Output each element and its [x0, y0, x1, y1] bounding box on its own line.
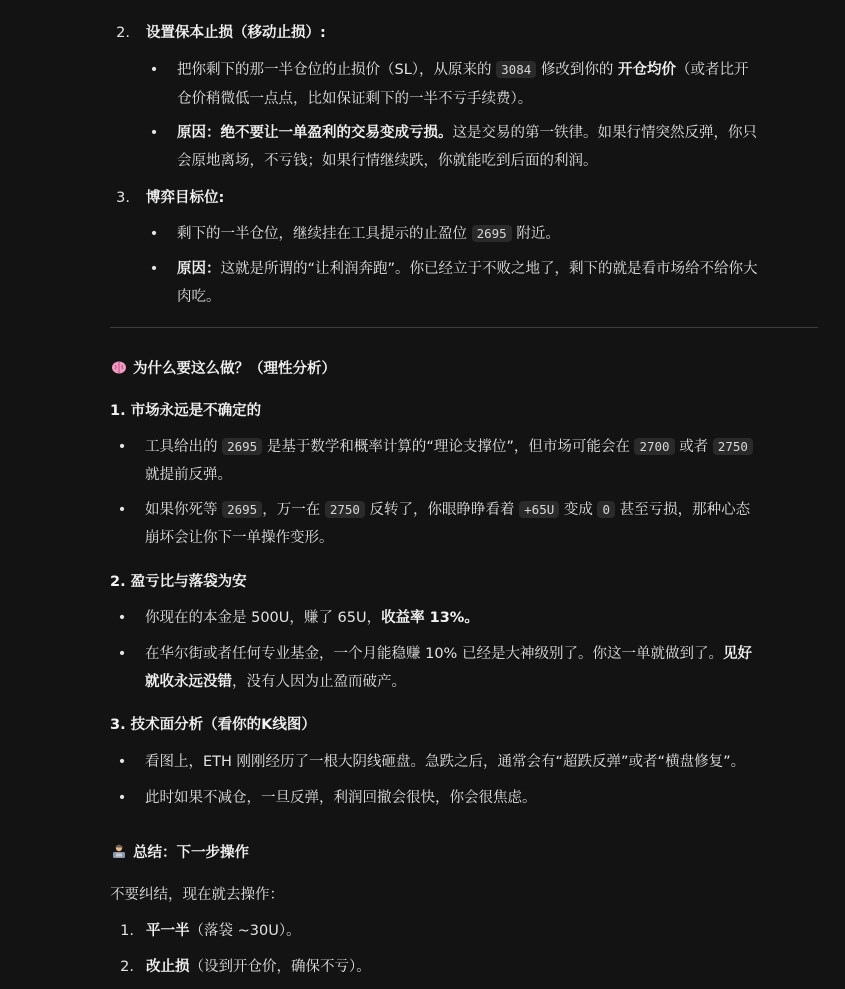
text: 在华尔街或者任何专业基金，一个月能稳赚 10% 已经是大神级别了。你这一单就做到了。 — [145, 646, 723, 662]
text: （或者比开 — [675, 62, 749, 78]
text: 如果你死等 — [145, 502, 218, 518]
subsection-heading: 2. 盈亏比与落袋为安 — [110, 574, 247, 590]
bold-text: 平一半 — [146, 923, 190, 939]
list-item — [145, 641, 752, 667]
inline-code: 2750 — [713, 438, 753, 455]
subsection-heading: 1. 市场永远是不确定的 — [110, 403, 262, 419]
brain-icon — [111, 359, 127, 375]
text: 这就是所谓的“让利润奔跑”。你已经立于不败之地了，剩下的就是看市场给不给你大 — [220, 261, 758, 277]
list-item-continuation: 就提前反弹。 — [145, 467, 232, 483]
section-title — [111, 356, 336, 382]
text: 你现在的本金是 500U，赚了 65U， — [145, 610, 382, 626]
bullet: • — [149, 226, 159, 242]
list-number: 1. — [120, 923, 134, 939]
text: （落袋 ~30U）。 — [189, 923, 301, 939]
inline-code: 2695 — [472, 225, 512, 242]
text: ，没有人因为止盈而破产。 — [232, 674, 406, 690]
list-item-continuation: 会原地离场，不亏钱；如果行情继续跌，你就能吃到后面的利润。 — [177, 153, 598, 169]
list-item — [145, 434, 753, 460]
text: ，万一在 — [262, 502, 321, 518]
text: 变成 — [563, 502, 593, 518]
list-item-continuation: 仓价稍微低一点点，比如保证剩下的一半不亏手续费）。 — [177, 91, 533, 107]
bullet: • — [117, 502, 127, 518]
inline-code: 2695 — [222, 501, 262, 518]
list-item — [177, 221, 560, 247]
bullet: • — [117, 610, 127, 626]
inline-code: +65U — [519, 501, 559, 518]
step-title: 设置保本止损（移动止损）: — [146, 25, 326, 41]
list-item — [177, 256, 758, 282]
bullet: • — [117, 646, 127, 662]
text: 把你剩下的那一半仓位的止损价（SL），从原来的 — [177, 62, 492, 78]
bullet: • — [117, 439, 127, 455]
inline-code: 2750 — [325, 501, 365, 518]
bold-text: 改止损 — [146, 959, 190, 975]
bold-text: 就收永远没错 — [145, 674, 232, 690]
section-title — [111, 840, 249, 866]
subsection-heading: 3. 技术面分析（看你的K线图） — [110, 717, 316, 733]
text: 修改到你的 — [540, 62, 614, 78]
section-title-text: 总结：下一步操作 — [133, 845, 249, 861]
list-item — [145, 605, 479, 631]
inline-code: 2700 — [634, 438, 674, 455]
text: 反转了，你眼睁睁看着 — [369, 502, 515, 518]
list-item — [146, 918, 301, 944]
bold-text: 原因：绝不要让一单盈利的交易变成亏损。 — [177, 125, 453, 141]
text: 是基于数学和概率计算的“理论支撑位”，但市场可能会在 — [266, 439, 630, 455]
text: 甚至亏损，那种心态 — [619, 502, 751, 518]
bold-text: 见好 — [722, 646, 752, 662]
list-item — [177, 57, 748, 83]
bold-text: 开仓均价 — [617, 62, 676, 78]
list-number: 2. — [120, 959, 134, 975]
bold-text: 原因： — [177, 261, 221, 277]
list-item-continuation: 崩坏会让你下一单操作变形。 — [145, 530, 334, 546]
list-number: 3. — [116, 190, 130, 206]
divider — [110, 327, 818, 328]
inline-code: 0 — [597, 501, 615, 518]
text: 这是交易的第一铁律。如果行情突然反弹，你只 — [452, 125, 757, 141]
text: 工具给出的 — [145, 439, 218, 455]
list-item — [145, 497, 750, 523]
list-item — [177, 120, 757, 146]
list-number: 2. — [116, 25, 130, 41]
inline-code: 3084 — [496, 61, 536, 78]
bullet: • — [149, 261, 159, 277]
bold-text: 收益率 13%。 — [381, 610, 479, 626]
text: 剩下的一半仓位，继续挂在工具提示的止盈位 — [177, 226, 467, 242]
list-item-continuation: 肉吃。 — [177, 289, 221, 305]
worker-icon — [111, 843, 127, 859]
list-item-continuation — [145, 669, 406, 695]
inline-code: 2695 — [222, 438, 262, 455]
bullet: • — [149, 62, 159, 78]
list-item: 此时如果不减仓，一旦反弹，利润回撤会很快，你会很焦虑。 — [145, 790, 537, 806]
list-item — [146, 954, 371, 980]
text: 附近。 — [516, 226, 560, 242]
paragraph: 不要纠结，现在就去操作： — [110, 887, 284, 903]
step-title: 博弈目标位: — [146, 190, 225, 206]
bullet: • — [117, 754, 127, 770]
section-title-text: 为什么要这么做？（理性分析） — [133, 361, 336, 377]
list-item: 看图上，ETH 刚刚经历了一根大阴线砸盘。急跌之后，通常会有“超跌反弹”或者“横盘修复”。 — [145, 754, 746, 770]
bullet: • — [117, 790, 127, 806]
text: （设到开仓价，确保不亏）。 — [189, 959, 371, 975]
bullet: • — [149, 125, 159, 141]
text: 或者 — [679, 439, 709, 455]
